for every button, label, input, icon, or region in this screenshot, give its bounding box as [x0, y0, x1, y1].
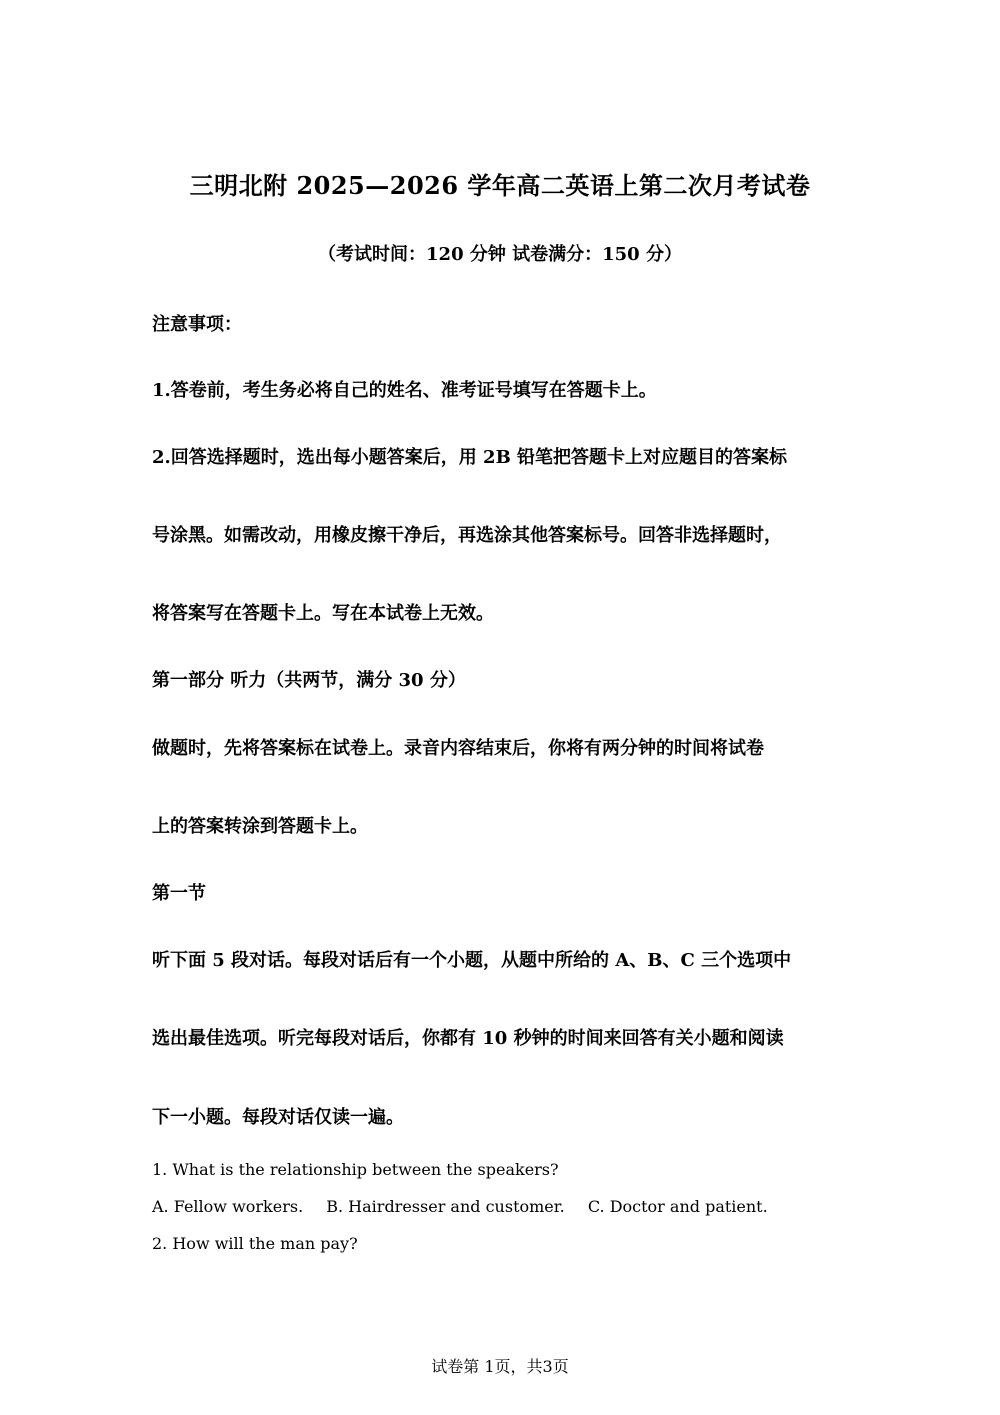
- question-1-option-a: A. Fellow workers.: [152, 1197, 304, 1216]
- page-footer: 试卷第 1页，共3页: [431, 1357, 569, 1376]
- question-1-options: [152, 1195, 852, 1219]
- question-1: 1. What is the relationship between the speakers?: [152, 1160, 559, 1179]
- question-1-option-c: C. Doctor and patient.: [587, 1197, 768, 1216]
- notice-item-2-line-2: 号涂黑。如需改动，用橡皮擦干净后，再选涂其他答案标号。回答非选择题时，: [152, 525, 782, 546]
- question-2: 2. How will the man pay?: [152, 1234, 358, 1253]
- notice-heading: 注意事项：: [152, 314, 242, 335]
- section1-instruction-line-2: 选出最佳选项。听完每段对话后，你都有 10 秒钟的时间来回答有关小题和阅读: [152, 1028, 784, 1049]
- exam-subtitle: （考试时间：120 分钟 试卷满分：150 分）: [318, 244, 682, 265]
- section1-instruction-line-3: 下一小题。每段对话仅读一遍。: [152, 1107, 404, 1128]
- question-1-option-b: B. Hairdresser and customer.: [326, 1197, 565, 1216]
- exam-title: 三明北附 2025—2026 学年高二英语上第二次月考试卷: [189, 171, 811, 200]
- part1-intro-line-1: 做题时，先将答案标在试卷上。录音内容结束后，你将有两分钟的时间将试卷: [152, 738, 764, 759]
- notice-item-2-line-3: 将答案写在答题卡上。写在本试卷上无效。: [152, 603, 494, 624]
- section1-heading: 第一节: [152, 883, 206, 904]
- notice-item-1: 1.答卷前，考生务必将自己的姓名、准考证号填写在答题卡上。: [152, 380, 657, 401]
- part1-heading: 第一部分 听力（共两节，满分 30 分）: [152, 670, 466, 691]
- section1-instruction-line-1: 听下面 5 段对话。每段对话后有一个小题，从题中所给的 A、B、C 三个选项中: [152, 950, 792, 971]
- notice-item-2-line-1: 2.回答选择题时，选出每小题答案后，用 2B 铅笔把答题卡上对应题目的答案标: [152, 447, 788, 468]
- part1-intro-line-2: 上的答案转涂到答题卡上。: [152, 816, 368, 837]
